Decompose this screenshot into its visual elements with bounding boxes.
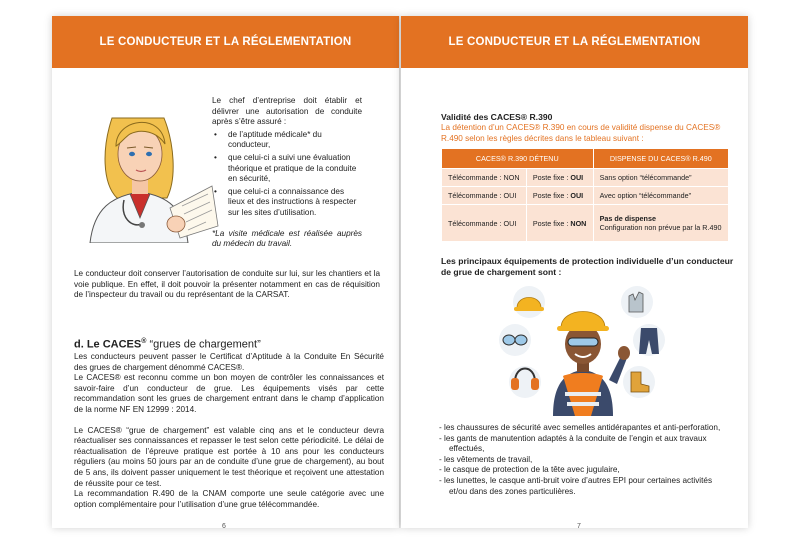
- ear-muffs-icon: [509, 366, 541, 398]
- cell-value: NON: [503, 173, 520, 182]
- hard-hat-icon: [513, 286, 545, 318]
- left-page: [52, 16, 399, 528]
- intro-block: [212, 96, 362, 250]
- section-title: [74, 338, 261, 351]
- validite-text: La détention d’un CACES® R.390 en cours de validité dispense du CACES® R.490 selon les règles décrites dans le tableau suivant :: [441, 123, 721, 143]
- cell-value: NON: [570, 218, 587, 228]
- caces-paragraph: Le CACES® est reconnu comme un bon moyen de contrôler les connaissances et savoir-faire d’un conducteur de grue. Les équipements visés par cette recommandation sont les grues de chargement entrant dans le champ d’application de la norme NF EN 12999 : 2014.: [74, 373, 384, 414]
- equipment-title: Les principaux équipements de protection individuelle d’un conducteur de grue de chargement sont :: [441, 256, 734, 277]
- caces-body: [74, 352, 384, 510]
- table-cell: Avec option “télécommande”: [593, 187, 728, 205]
- section-title-suffix: “grues de chargement”: [146, 338, 261, 351]
- table-cell: [442, 205, 527, 242]
- cell-label: Poste fixe :: [532, 173, 571, 182]
- list-item: - les chaussures de sécurité avec semelles antidérapantes et anti-perforation,: [439, 423, 721, 432]
- right-banner: LE CONDUCTEUR ET LA RÉGLEMENTATION: [401, 16, 748, 68]
- caces-paragraph: Les conducteurs peuvent passer le Certificat d’Aptitude à la Conduite En Sécurité des grues de chargement dénommé CACES®.: [74, 352, 384, 372]
- caces-paragraph: Le CACES® “grue de chargement” est valable cinq ans et le conducteur devra réactualiser ses connaissances et repasser le test selon cette périodicité. Le délai de réactualisation de l’épreuve pratique est portée à 10 ans pour les conducteurs réguliers (au moins 50 jours par an de conduite d’une grue de chargement), au bout de 5 ans, ils doivent passer uniquement le test théorique et reçoivent une attestation de réussite pour ce test.: [74, 425, 384, 488]
- cell-label: Télécommande :: [448, 173, 504, 182]
- safety-boots-icon: [623, 366, 655, 398]
- cell-emphasis: Pas de dispense: [599, 214, 656, 223]
- equipment-list: [439, 423, 729, 497]
- medical-note: *La visite médicale est réalisée auprès du médecin du travail.: [212, 228, 362, 249]
- list-item: • que celui-ci a connaissance des lieux et des instructions à respecter sur les sites d’utilisation.: [212, 187, 362, 219]
- table-cell: [526, 169, 593, 187]
- table-header-row: [442, 149, 729, 169]
- right-page: [401, 16, 748, 528]
- cell-value: OUI: [570, 173, 584, 182]
- list-item: - les lunettes, le casque anti-bruit voire d’autres EPI pour certaines activités et/ou dans des zones particulières.: [439, 475, 713, 496]
- caces-table: [441, 148, 729, 242]
- table-row: [442, 187, 729, 205]
- table-cell: [593, 205, 728, 242]
- table-row: [442, 205, 729, 242]
- table-cell: [526, 205, 593, 242]
- caces-paragraph: La recommandation R.490 de la CNAM comporte une seule catégorie avec une option complémentaire pour l’utilisation d’une grue télécommandée.: [74, 489, 384, 509]
- list-item: • que celui-ci a suivi une évaluation théorique et pratique de la conduite en sécurité,: [212, 153, 362, 185]
- left-banner: LE CONDUCTEUR ET LA RÉGLEMENTATION: [52, 16, 399, 68]
- cell-text: Configuration non prévue par la R.490: [599, 223, 722, 232]
- cell-label: Poste fixe :: [532, 218, 571, 228]
- worker-figure: [553, 312, 630, 417]
- cell-value: OUI: [503, 191, 517, 200]
- overalls-icon: [633, 324, 665, 356]
- table-cell: [442, 187, 527, 205]
- list-item: • de l’aptitude médicale* du conducteur,: [212, 130, 362, 151]
- list-item: - le casque de protection de la tête avec jugulaire,: [439, 465, 620, 475]
- table-cell: [526, 187, 593, 205]
- table-cell: Sans option “télécommande”: [593, 169, 728, 187]
- gloves-icon: [621, 286, 653, 318]
- cell-label: Télécommande :: [448, 218, 504, 228]
- conducteur-paragraph: Le conducteur doit conserver l’autorisation de conduite sur lui, sur les chantiers et la voie publique. En effet, il doit pouvoir la présenter notamment en cas de réquisition de l’inspecteur du travail ou du représentant de la CARSAT.: [74, 269, 380, 300]
- validite-title: Validité des CACES® R.390: [441, 112, 553, 122]
- requirements-list: [212, 130, 362, 219]
- cell-label: Poste fixe :: [532, 191, 571, 200]
- list-item: - les vêtements de travail,: [439, 454, 533, 464]
- worker-ppe-illustration: [491, 284, 671, 416]
- page-number: 7: [577, 523, 581, 530]
- goggles-icon: [499, 324, 531, 356]
- page-number: 6: [222, 523, 226, 530]
- cell-value: OUI: [570, 191, 584, 200]
- table-cell: [442, 169, 527, 187]
- table-header: DISPENSE DU CACES® R.490: [593, 149, 728, 169]
- doctor-illustration: [72, 88, 222, 243]
- list-item: - les gants de manutention adaptés à la conduite de l’engin et aux travaux effectués,: [439, 433, 707, 454]
- table-header: CACES® R.390 DÉTENU: [442, 149, 594, 169]
- cell-label: Télécommande :: [448, 191, 504, 200]
- table-row: [442, 169, 729, 187]
- intro-text: Le chef d’entreprise doit établir et délivrer une autorisation de conduite après s’être assuré :: [212, 96, 362, 127]
- section-title-prefix: d. Le CACES: [74, 338, 142, 351]
- registered-mark: ®: [141, 338, 147, 345]
- cell-value: OUI: [503, 218, 517, 228]
